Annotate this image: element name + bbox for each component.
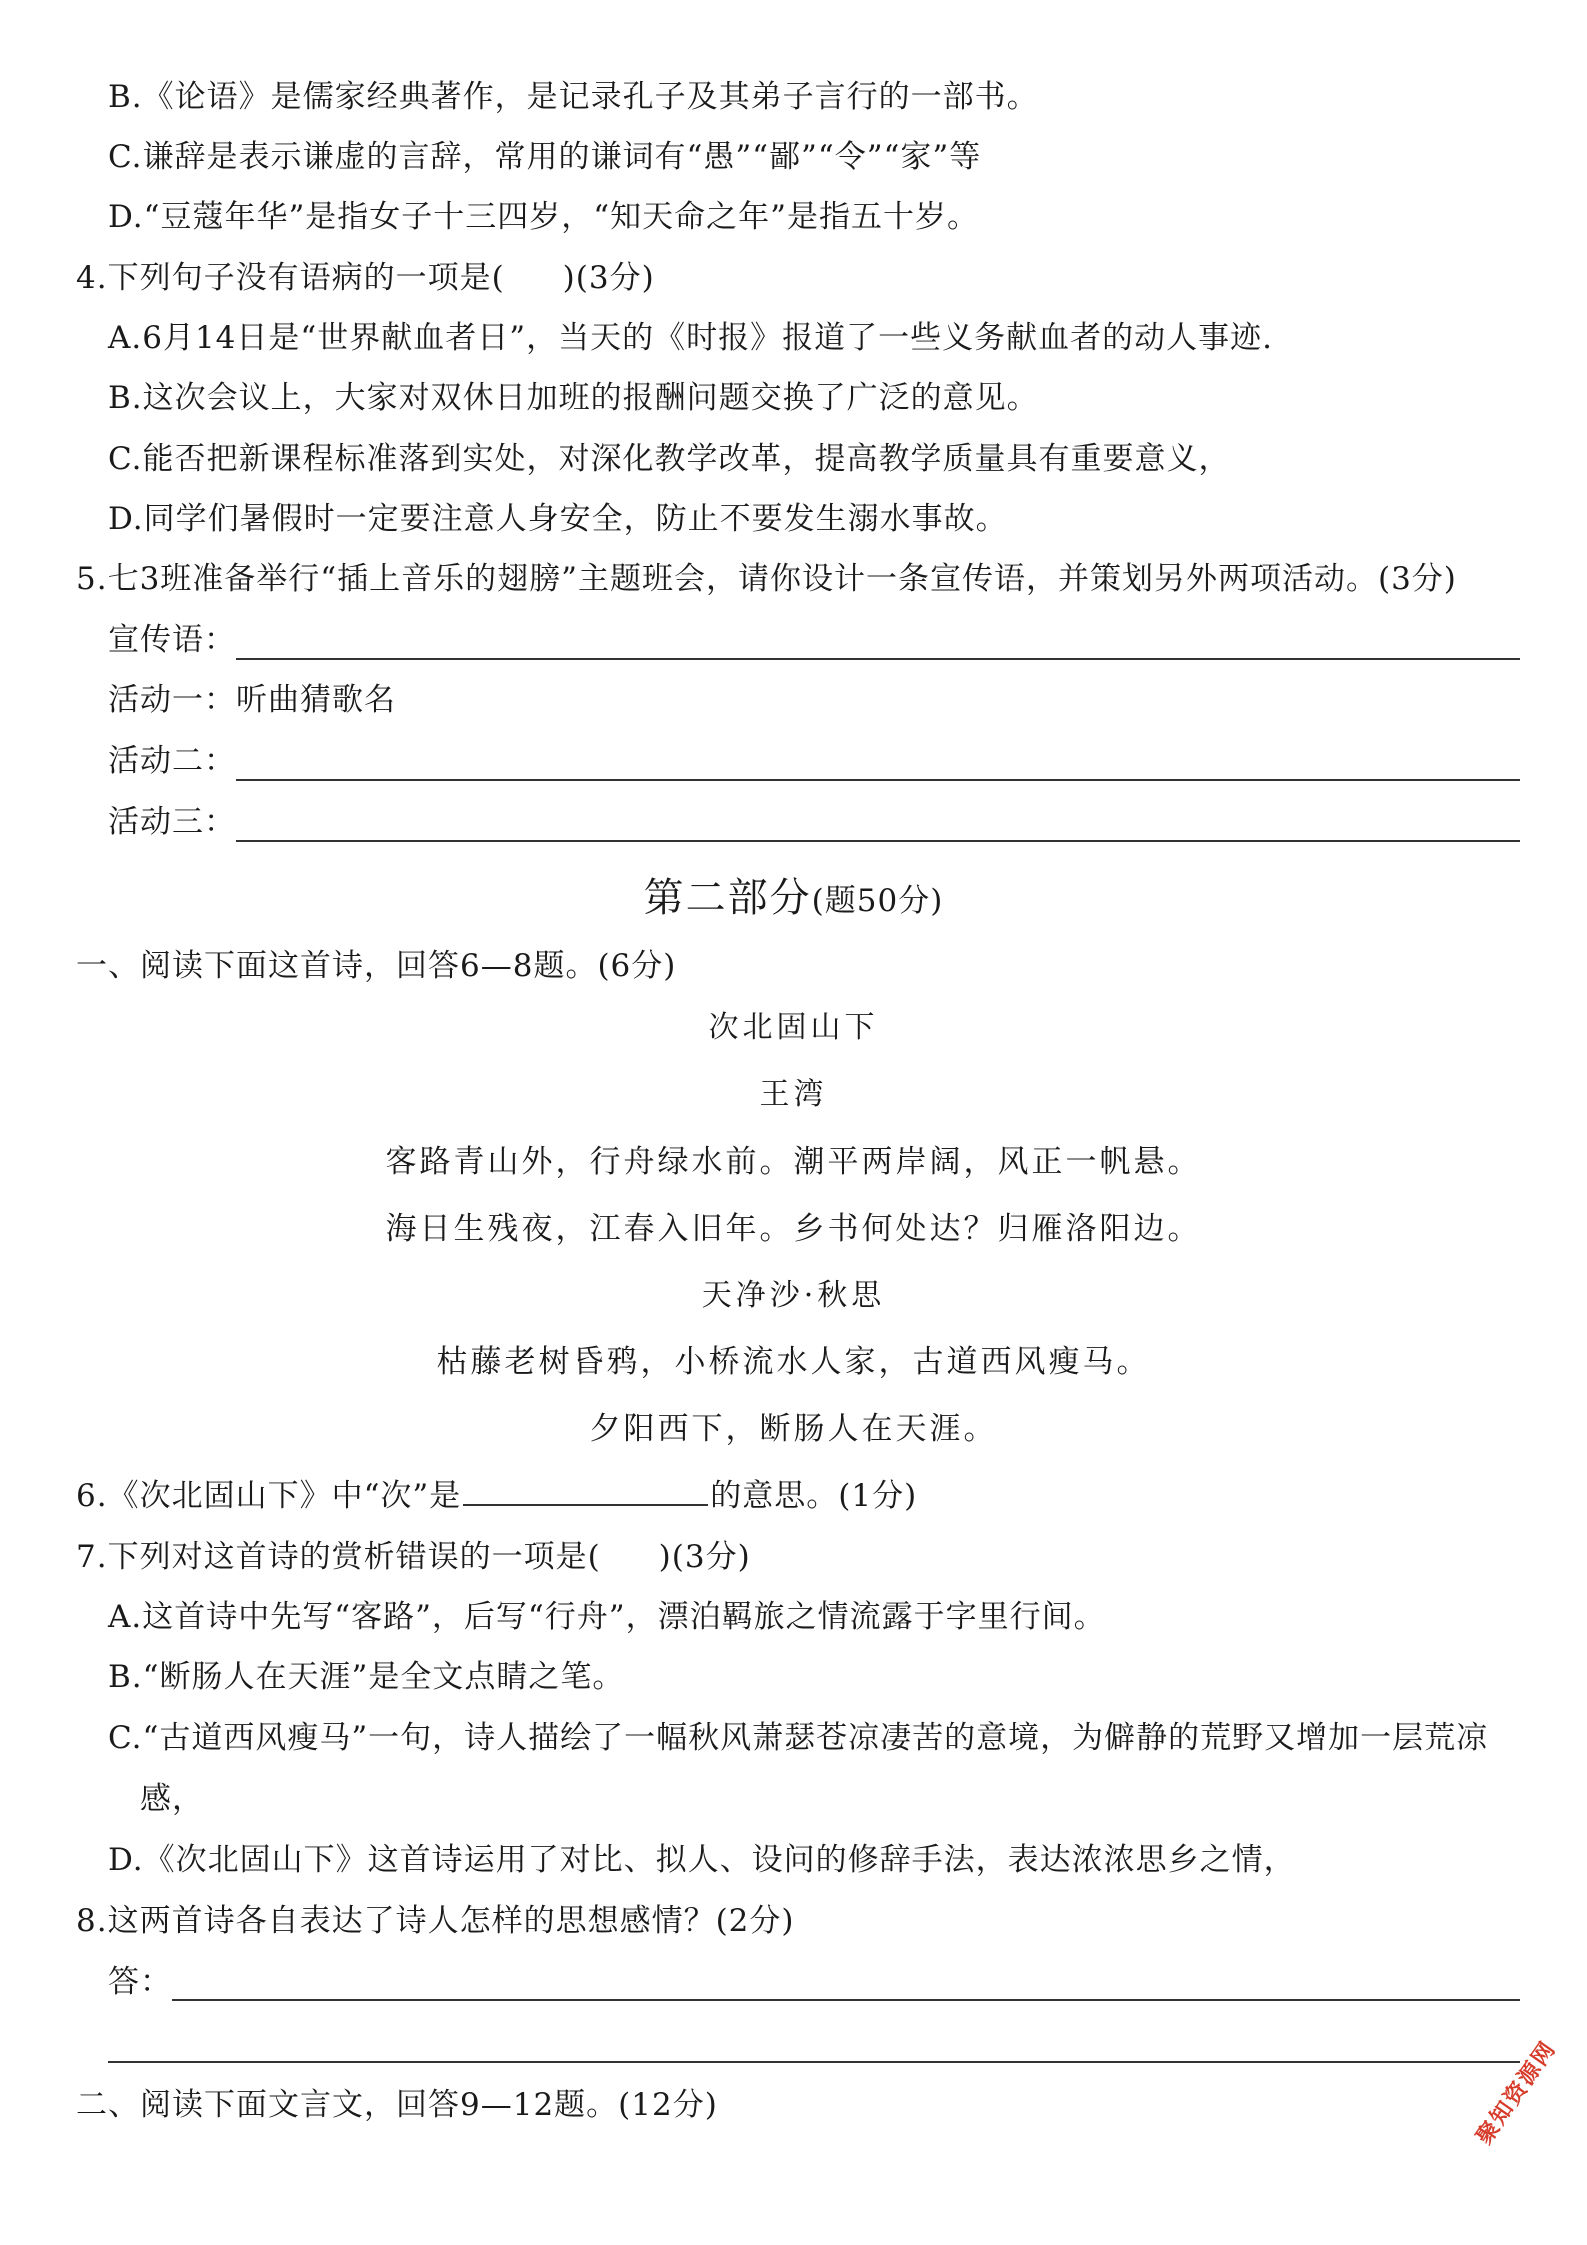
q7-option-b: B.“断肠人在天涯”是全文点睛之笔。 — [108, 1659, 625, 1695]
q6-text-before: 6.《次北固山下》中“次”是 — [76, 1478, 462, 1514]
q4-option-a: A.6月14日是“世界献血者日”，当天的《时报》报道了一些义务献血者的动人事迹. — [108, 320, 1273, 356]
q4-option-b: B.这次会议上，大家对双休日加班的报酬问题交换了广泛的意见。 — [108, 380, 1039, 416]
q8-answer-label: 答： — [108, 1964, 172, 2000]
q7-option-c-line-2: 感， — [140, 1781, 204, 1817]
poem-2-line-1: 枯藤老树昏鸦，小桥流水人家，古道西风瘦马。 — [436, 1344, 1151, 1380]
q4-option-d: D.同学们暑假时一定要注意人身安全，防止不要发生溺水事故。 — [108, 501, 1008, 537]
q4-stem — [76, 256, 655, 300]
q7-score: )(3分) — [658, 1539, 751, 1575]
q7-option-d: D.《次北固山下》这首诗运用了对比、拟人、设问的修辞手法，表达浓浓思乡之情， — [108, 1842, 1296, 1878]
part-two-title — [0, 872, 1587, 927]
q7-option-a: A.这首诗中先写“客路”，后写“行舟”，漂泊羁旅之情流露于字里行间。 — [108, 1599, 1106, 1635]
q6-text-after: 的意思。(1分) — [710, 1478, 918, 1514]
q5-stem: 5.七3班准备举行“插上音乐的翅膀”主题班会，请你设计一条宣传语，并策划另外两项活动。(3分) — [76, 561, 1457, 597]
q6-stem — [76, 1474, 917, 1518]
section-2-heading: 二、阅读下面文言文，回答9—12题。(12分) — [76, 2087, 718, 2123]
q5-slogan-answer-line[interactable] — [236, 658, 1520, 660]
q8-stem: 8.这两首诗各自表达了诗人怎样的思想感情？(2分) — [76, 1903, 795, 1939]
q5-slogan-label: 宣传语： — [108, 622, 236, 658]
poem-2-line-2: 夕阳西下，断肠人在天涯。 — [589, 1411, 998, 1447]
watermark-logo: 聚知资源网 — [1472, 2036, 1562, 2150]
q4-stem-text: 4.下列句子没有语病的一项是( — [76, 260, 505, 296]
q5-activity-2-answer-line[interactable] — [236, 779, 1520, 781]
poem-1-line-1: 客路青山外，行舟绿水前。潮平两岸阔，风正一帆悬。 — [385, 1144, 1202, 1180]
q3-option-c: C.谦辞是表示谦虚的言辞，常用的谦词有“愚”“鄙”“令”“家”等 — [108, 139, 982, 175]
section-1-heading: 一、阅读下面这首诗，回答6—8题。(6分) — [76, 948, 677, 984]
part-two-score: (题50分) — [811, 883, 944, 919]
poem-2-title: 天净沙·秋思 — [701, 1278, 886, 1313]
q3-option-d: D.“豆蔻年华”是指女子十三四岁，“知天命之年”是指五十岁。 — [108, 199, 979, 235]
q5-activity-1: 活动一：听曲猜歌名 — [108, 682, 396, 718]
q7-stem-text: 7.下列对这首诗的赏析错误的一项是( — [76, 1539, 601, 1575]
poem-1-line-2: 海日生残夜，江春入旧年。乡书何处达？归雁洛阳边。 — [385, 1211, 1202, 1247]
q5-activity-3-answer-line[interactable] — [236, 840, 1520, 842]
q5-activity-3-label: 活动三： — [108, 804, 236, 840]
poem-1-title: 次北固山下 — [708, 1010, 879, 1045]
q8-answer-line-1[interactable] — [172, 1999, 1520, 2001]
q4-score: )(3分) — [562, 260, 655, 296]
q5-activity-2-label: 活动二： — [108, 743, 236, 779]
q8-answer-line-2[interactable] — [108, 2061, 1520, 2063]
part-two-title-text: 第二部分 — [643, 875, 812, 921]
q7-option-c-line-1: C.“古道西风瘦马”一句，诗人描绘了一幅秋风萧瑟苍凉凄苦的意境，为僻静的荒野又增加一层荒凉 — [108, 1720, 1489, 1756]
q4-option-c: C.能否把新课程标准落到实处，对深化教学改革，提高教学质量具有重要意义， — [108, 441, 1231, 477]
q3-option-b: B.《论语》是儒家经典著作，是记录孔子及其弟子言行的一部书。 — [108, 79, 1039, 115]
q6-answer-blank[interactable] — [463, 1474, 708, 1506]
q7-stem — [76, 1535, 751, 1579]
poem-1-author: 王湾 — [759, 1077, 828, 1112]
